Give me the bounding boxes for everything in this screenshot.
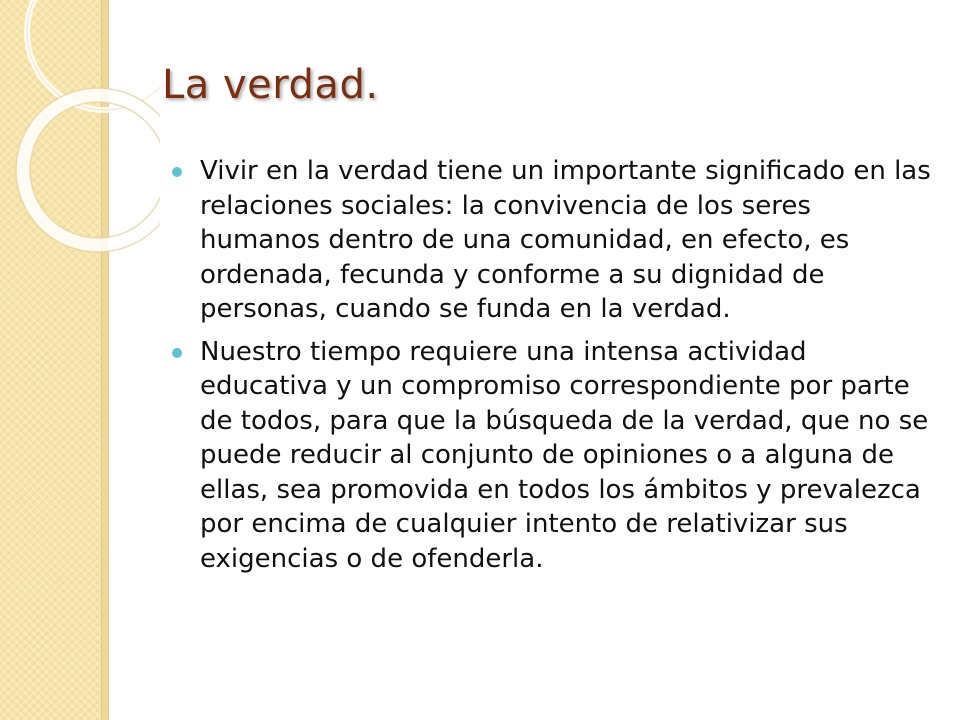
bullet-list: [172, 154, 932, 584]
bullet-text: Nuestro tiempo requiere una intensa actividad educativa y un compromiso correspondiente por parte de todos, para que la búsqueda de la verdad, que no se puede reducir al conjunto de opiniones o a alguna de ellas, sea promovida en todos los ámbitos y prevalezca por encima de cualquier intento de relativizar sus exigencias o de ofenderla.: [200, 336, 929, 574]
bullet-text: Vivir en la verdad tiene un importante significado en las relaciones sociales: la convivencia de los seres humanos dentro de una comunidad, en efecto, es ordenada, fecunda y conforme a su dignidad de personas, cuando se funda en la verdad.: [200, 156, 931, 324]
bullet-dot-icon: [172, 348, 182, 358]
bullet-item: [172, 154, 932, 327]
slide-title: La verdad.: [162, 62, 379, 108]
decorative-rings-graphic: [0, 0, 160, 300]
bullet-item: [172, 335, 932, 577]
bullet-dot-icon: [172, 167, 182, 177]
